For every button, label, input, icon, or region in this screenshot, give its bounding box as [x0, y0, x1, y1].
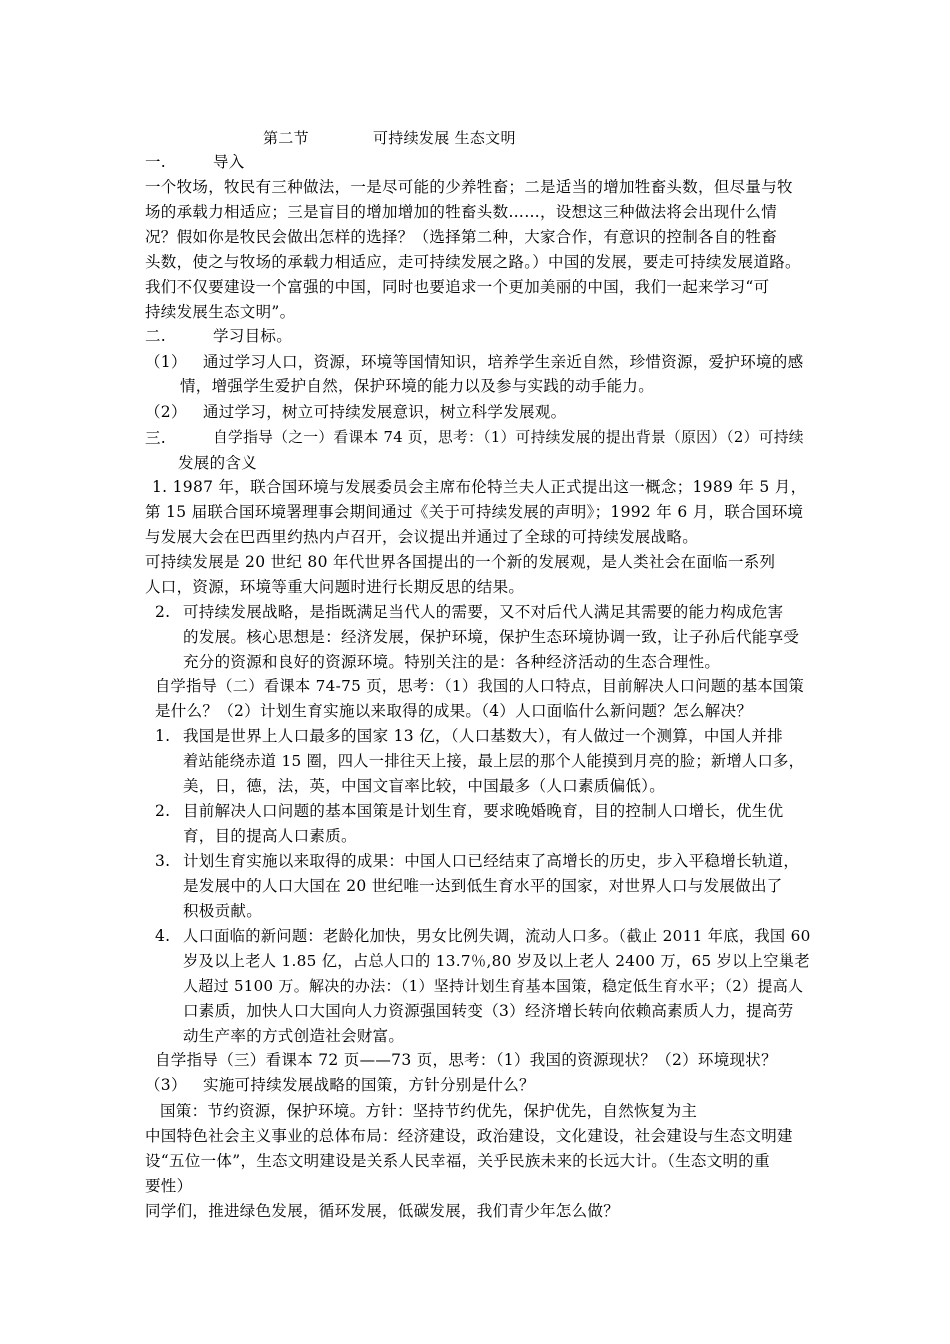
intro-line: 头数，使之与牧场的承载力相适应，走可持续发展之路。）中国的发展，要走可持续发展道路。: [145, 253, 801, 271]
population-item-line: 人口面临的新问题：老龄化加快，男女比例失调，流动人口多。（截止 2011 年底，我国 60: [183, 927, 811, 945]
strategy-number: 2.: [155, 603, 171, 621]
heading-3-line: 发展的含义: [178, 454, 258, 472]
population-item-line: 目前解决人口问题的基本国策是计划生育，要求晚婚晚育，目的控制人口增长，优生优: [183, 802, 784, 820]
layout-line: 中国特色社会主义事业的总体布局：经济建设，政治建设，文化建设，社会建设与生态文明建: [145, 1127, 793, 1145]
heading-2-text: 学习目标。: [213, 327, 293, 345]
guide-2-line: 自学指导（二）看课本 74-75 页，思考：（1）我国的人口特点，目前解决人口问题的基本国策: [155, 677, 805, 695]
intro-line: 场的承载力相适应；三是盲目的增加增加的牲畜头数……，设想这三种做法将会出现什么情: [145, 203, 778, 221]
population-item-line: 动生产率的方式创造社会财富。: [183, 1027, 405, 1045]
intro-line: 我们不仅要建设一个富强的中国，同时也要追求一个更加美丽的中国，我们一起来学习“可: [145, 278, 770, 296]
background-line: 1. 1987 年，联合国环境与发展委员会主席布伦特兰夫人正式提出这一概念；1989 年 5 月，: [152, 478, 807, 496]
closing-question: 同学们，推进绿色发展，循环发展，低碳发展，我们青少年怎么做？: [145, 1202, 620, 1220]
definition-line: 可持续发展是 20 世纪 80 年代世界各国提出的一个新的发展观，是人类社会在面临一系列: [145, 553, 776, 571]
section-number: 第二节: [263, 129, 309, 147]
population-item-line: 积极贡献。: [183, 902, 263, 920]
goal-2-number: （2）: [145, 403, 187, 421]
strategy-line: 可持续发展战略，是指既满足当代人的需要，又不对后代人满足其需要的能力构成危害: [183, 603, 784, 621]
population-item-line: 美，日，德，法，英，中国文盲率比较，中国最多（人口素质偏低）。: [183, 777, 666, 795]
goal-1-line: 情，增强学生爱护自然，保护环境的能力以及参与实践的动手能力。: [180, 377, 655, 395]
layout-line: 要性）: [145, 1177, 193, 1195]
population-item-number: 1.: [155, 727, 171, 745]
population-item-line: 着站能绕赤道 15 圈，四人一排往天上接，最上层的那个人能摸到月亮的脸；新增人口多，: [183, 752, 805, 770]
heading-2-number: 二.: [145, 327, 167, 345]
population-item-line: 我国是世界上人口最多的国家 13 亿，（人口基数大），有人做过一个测算，中国人并排: [183, 727, 783, 745]
population-item-line: 是发展中的人口大国在 20 世纪唯一达到低生育水平的国家，对世界人口与发展做出了: [183, 877, 783, 895]
guide-3-q3-text: 实施可持续发展战略的国策，方针分别是什么？: [203, 1076, 535, 1094]
layout-line: 设“五位一体”，生态文明建设是关系人民幸福，关乎民族未来的长远大计。（生态文明的重: [145, 1152, 770, 1170]
heading-1-text: 导入: [213, 153, 245, 171]
definition-line: 人口，资源，环境等重大问题时进行长期反思的结果。: [145, 578, 525, 596]
policy-line: 国策：节约资源，保护环境。方针：坚持节约优先，保护优先，自然恢复为主: [160, 1102, 698, 1120]
population-item-line: 计划生育实施以来取得的成果：中国人口已经结束了高增长的历史，步入平稳增长轨道，: [183, 852, 800, 870]
goal-1-line: 通过学习人口，资源，环境等国情知识，培养学生亲近自然，珍惜资源，爱护环境的感: [203, 353, 804, 371]
population-item-line: 岁及以上老人 1.85 亿，占总人口的 13.7％,80 岁及以上老人 2400 万，65 岁以上空巢老: [183, 952, 810, 970]
guide-2-line: 是什么？（2）计划生育实施以来取得的成果。（4）人口面临什么新问题？怎么解决？: [155, 702, 753, 720]
population-item-line: 人超过 5100 万。解决的办法：（1）坚持计划生育基本国策，稳定低生育水平；（2）提高人: [183, 977, 804, 995]
intro-line: 持续发展生态文明”。: [145, 303, 296, 321]
strategy-line: 的发展。核心思想是：经济发展，保护环境，保护生态环境协调一致，让子孙后代能享受: [183, 628, 800, 646]
heading-3-line: 自学指导（之一）看课本 74 页，思考：（1）可持续发展的提出背景（原因）（2）可持续: [213, 429, 804, 446]
background-line: 第 15 届联合国环境署理事会期间通过《关于可持续发展的声明》；1992 年 6 月，联合国环境: [145, 503, 804, 521]
goal-2-line: 通过学习，树立可持续发展意识，树立科学发展观。: [203, 403, 567, 421]
intro-line: 一个牧场，牧民有三种做法，一是尽可能的少养牲畜；二是适当的增加牲畜头数，但尽量与牧: [145, 178, 793, 196]
section-title: 可持续发展 生态文明: [373, 129, 516, 147]
population-item-line: 口素质，加快人口大国向人力资源强国转变（3）经济增长转向依赖高素质人力，提高劳: [183, 1002, 794, 1020]
population-item-line: 育，目的提高人口素质。: [183, 827, 357, 845]
population-item-number: 2.: [155, 802, 171, 820]
population-item-number: 4.: [155, 927, 171, 945]
intro-line: 况？假如你是牧民会做出怎样的选择？（选择第二种，大家合作，有意识的控制各自的牲畜: [145, 228, 778, 246]
heading-1-number: 一.: [145, 153, 167, 171]
guide-3-line: 自学指导（三）看课本 72 页——73 页，思考：（1）我国的资源现状？（2）环境现状？: [155, 1051, 777, 1069]
goal-1-number: （1）: [145, 353, 187, 371]
strategy-line: 充分的资源和良好的资源环境。特别关注的是：各种经济活动的生态合理性。: [183, 653, 721, 671]
population-item-number: 3.: [155, 852, 171, 870]
background-line: 与发展大会在巴西里约热内卢召开，会议提出并通过了全球的可持续发展战略。: [145, 528, 699, 546]
guide-3-q3-number: （3）: [145, 1076, 187, 1094]
heading-3-number: 三.: [145, 429, 167, 447]
